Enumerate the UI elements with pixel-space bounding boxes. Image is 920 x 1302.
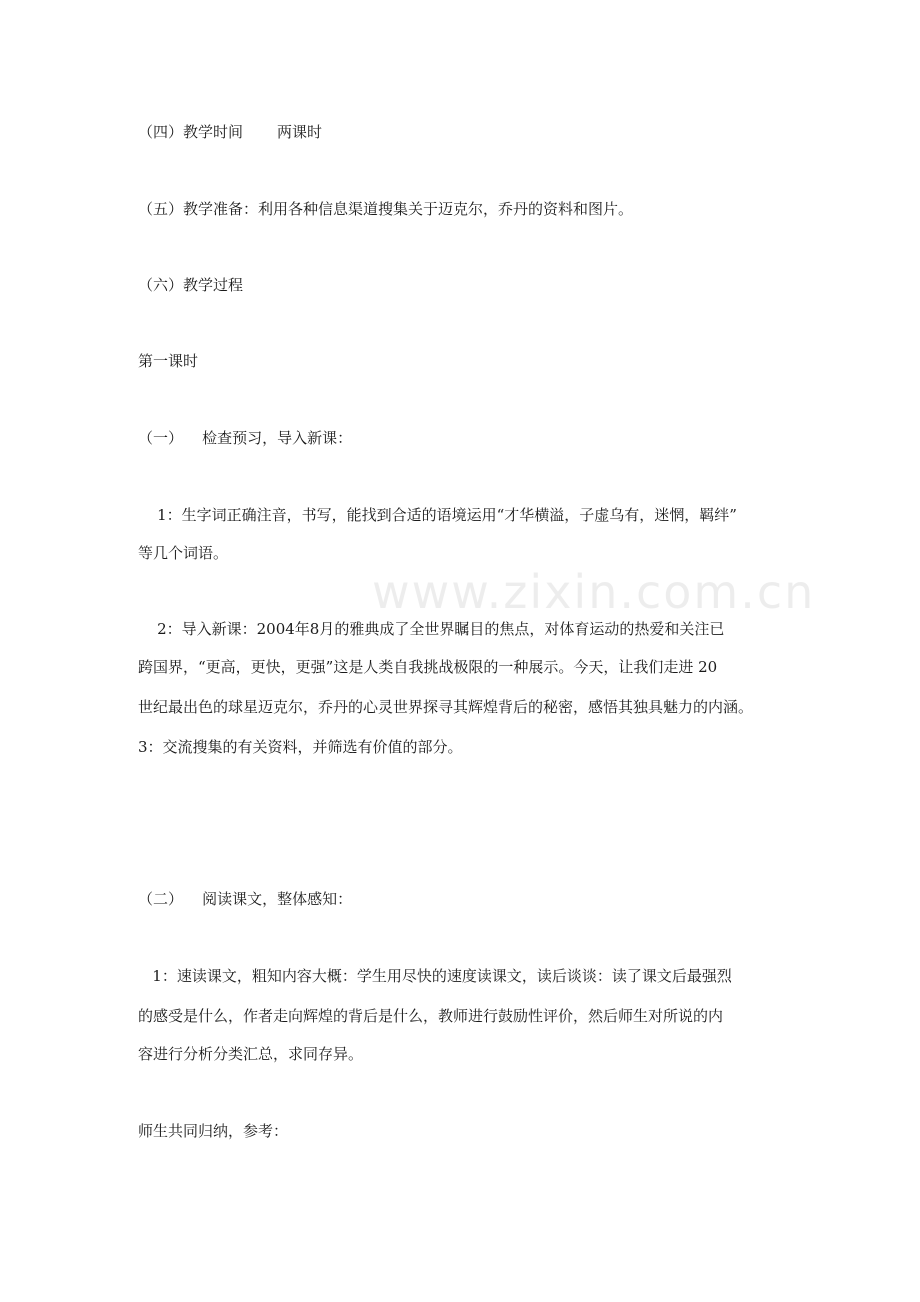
- part-one-item2-line3: 世纪最出色的球星迈克尔，乔丹的心灵世界探寻其辉煌背后的秘密，感悟其独具魅力的内涵。: [138, 698, 754, 716]
- part-one-item2-line2: 跨国界，“更高，更快，更强”这是人类自我挑战极限的一种展示。今天，让我们走进 20: [138, 658, 718, 676]
- part-one-item2-line1: 2：导入新课：2004年8月的雅典成了全世界瞩目的焦点，对体育运动的热爱和关注已: [138, 620, 725, 638]
- teaching-time-heading: （四）教学时间: [138, 123, 244, 141]
- part-two-summary: 师生共同归纳，参考：: [138, 1122, 289, 1140]
- part-two-item1-line3: 容进行分析分类汇总，求同存异。: [138, 1045, 364, 1063]
- teaching-prep: （五）教学准备：利用各种信息渠道搜集关于迈克尔，乔丹的资料和图片。: [138, 200, 634, 218]
- part-one-item1-line1: 1：生字词正确注音，书写，能找到合适的语境运用“才华横溢，子虚乌有，迷惘，羁绊”: [138, 506, 737, 524]
- lesson-one-title: 第一课时: [138, 352, 199, 370]
- part-two-item1-line2: 的感受是什么，作者走向辉煌的背后是什么，教师进行鼓励性评价，然后师生对所说的内: [138, 1007, 724, 1025]
- teaching-time-line: [138, 122, 322, 142]
- teaching-process-heading: （六）教学过程: [138, 276, 244, 294]
- part-two-heading: （二） 阅读课文，整体感知：: [138, 890, 353, 908]
- teaching-time-value: 两课时: [277, 123, 323, 141]
- part-one-item3: 3：交流搜集的有关资料，并筛选有价值的部分。: [138, 738, 463, 756]
- part-one-item1-line2: 等几个词语。: [138, 544, 229, 562]
- part-one-heading: （一） 检查预习，导入新课：: [138, 429, 353, 447]
- part-two-item1-line1: 1：速读课文，粗知内容大概：学生用尽快的速度读课文，读后谈谈：读了课文后最强烈: [138, 967, 732, 985]
- watermark-text: www.zixin.com.cn: [372, 565, 816, 619]
